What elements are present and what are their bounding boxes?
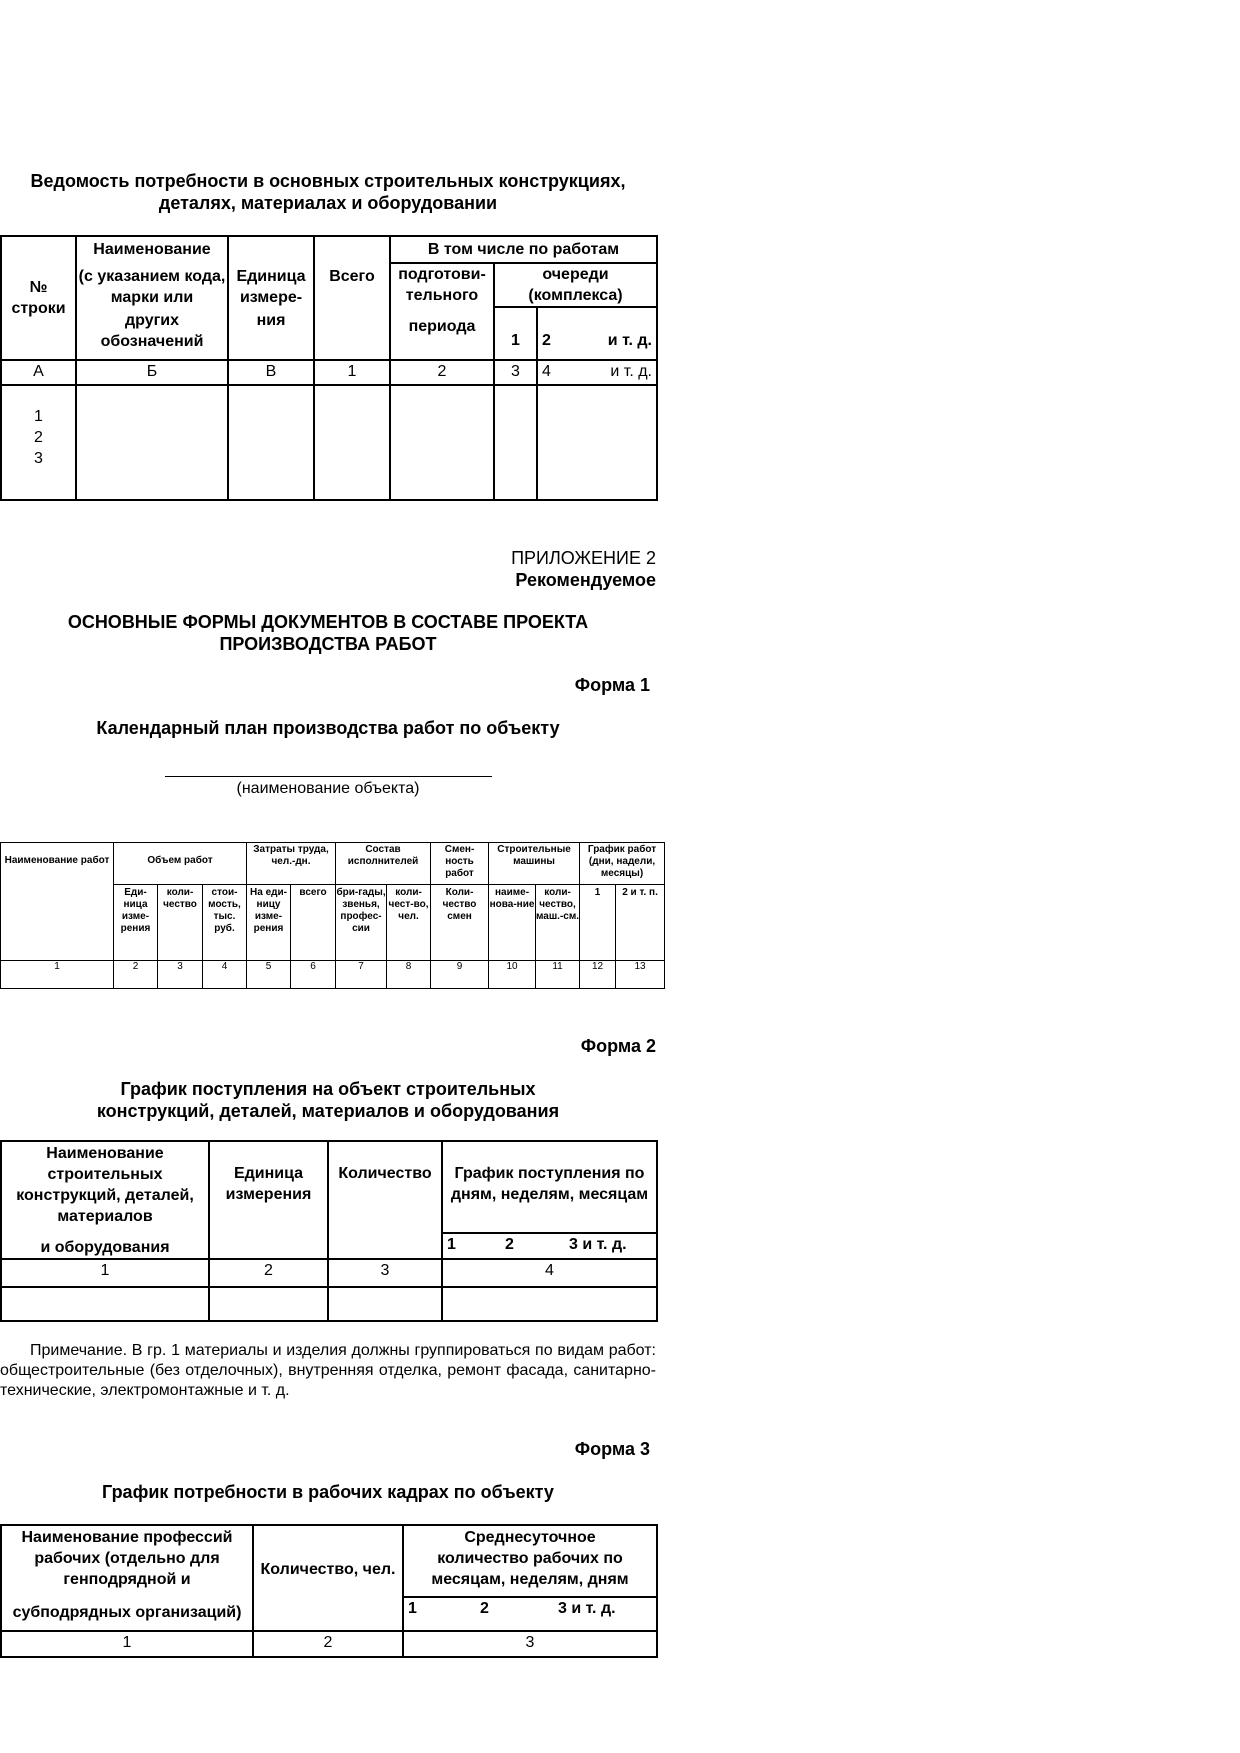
f2-num: 2 [209, 1259, 328, 1287]
header-preparatory-line2: периода [408, 318, 476, 335]
form2-label: Форма 2 [580, 1036, 656, 1056]
appendix-title-line2: ПРОИЗВОДСТВА РАБОТ [219, 634, 437, 654]
f1-num: 5 [247, 961, 291, 989]
f3-header-s3: 3 и т. д. [558, 1600, 616, 1617]
appendix-title [0, 611, 656, 655]
f1-header-machine-name: наиме-нова-ние [489, 885, 536, 961]
form1-table [0, 842, 665, 989]
appendix-status: Рекомендуемое [515, 570, 656, 590]
f3-header-name-line1: Наименование профессий рабочих (отдельно для генподрядной и [21, 1529, 233, 1588]
f1-num: 7 [336, 961, 387, 989]
header-name-line1: Наименование [93, 241, 211, 258]
header-unit-line1: Единица измере- [236, 268, 306, 306]
form2-note: Примечание. В гр. 1 материалы и изделия должны группироваться по видам работ: общестроительные (без отделочных), внутренняя отделка, ремонт фасада, санитарно-технические, электромонтажные и т. д. [0, 1342, 656, 1399]
form3-title: График потребности в рабочих кадрах по объекту [102, 1482, 554, 1502]
num-b: Б [76, 360, 228, 385]
form2-title-line2: конструкций, деталей, материалов и оборудования [96, 1101, 560, 1121]
form2-table [0, 1140, 658, 1322]
f1-num: 13 [616, 961, 665, 989]
f1-header-crew: Состав исполнителей [336, 843, 431, 885]
f1-num: 8 [387, 961, 431, 989]
f1-header-work-name: Наименование работ [1, 843, 114, 961]
header-unit-line2: ния [256, 312, 286, 329]
vedomost-title-line1: Ведомость потребности в основных строительных конструкциях, [30, 171, 626, 191]
f3-header-s2: 2 [480, 1600, 489, 1617]
f1-header-unit: Еди-ница изме-рения [114, 885, 158, 961]
f2-header-s2: 2 [505, 1235, 514, 1253]
num-a: А [1, 360, 76, 385]
f1-num: 9 [431, 961, 489, 989]
f1-num: 4 [203, 961, 247, 989]
row-number: 1 [34, 408, 43, 425]
f1-header-shift-count: Коли-чество смен [431, 885, 489, 961]
f1-header-machine-qty: коли-чество, маш.-см. [536, 885, 580, 961]
empty-cell [228, 385, 314, 500]
f2-header-s3: 3 и т. д. [569, 1235, 627, 1253]
header-row-number: № строки [1, 236, 76, 360]
header-name-line3: других обозначений [100, 312, 204, 350]
form3-label: Форма 3 [574, 1439, 650, 1459]
header-queue-etc: и т. д. [607, 332, 652, 349]
f3-num: 1 [1, 1631, 253, 1657]
f2-header-unit: Единица измерения [209, 1141, 328, 1259]
f1-num: 3 [158, 961, 203, 989]
appendix-title-line1: ОСНОВНЫЕ ФОРМЫ ДОКУМЕНТОВ В СОСТАВЕ ПРОЕКТА [67, 612, 589, 632]
f2-num: 4 [442, 1259, 657, 1287]
f1-header-cost: стои-мость, тыс. руб. [203, 885, 247, 961]
header-queue: очереди (комплекса) [494, 263, 657, 307]
f3-header-name-line2: субподрядных организаций) [12, 1604, 242, 1621]
f1-header-brigades: бри-гады, звенья, профес-сии [336, 885, 387, 961]
empty-cell [1, 1287, 209, 1321]
num-v: В [228, 360, 314, 385]
empty-cell [442, 1287, 657, 1321]
f1-num: 6 [291, 961, 336, 989]
f3-num: 3 [403, 1631, 657, 1657]
empty-cell [537, 385, 657, 500]
f2-header-name-line1: Наименование строительных конструкций, деталей, материалов [16, 1145, 194, 1225]
empty-cell [76, 385, 228, 500]
header-preparatory [390, 263, 494, 360]
header-unit [228, 236, 314, 360]
object-caption: (наименование объекта) [236, 780, 420, 797]
header-queue-2: 2 [542, 332, 551, 349]
f2-header-name [1, 1141, 209, 1259]
f2-num: 1 [1, 1259, 209, 1287]
f1-header-shifts: Смен-ность работ [431, 843, 489, 885]
f3-header-avg-sub [403, 1597, 657, 1631]
empty-cell [314, 385, 390, 500]
f1-header-sched-etc: 2 и т. п. [616, 885, 665, 961]
f1-num: 1 [1, 961, 114, 989]
num-4: 4 [542, 363, 551, 380]
form2-title [0, 1078, 656, 1122]
f1-header-sched-1: 1 [580, 885, 616, 961]
f1-header-schedule: График работ (дни, надели, месяцы) [580, 843, 665, 885]
num-etc: и т. д. [610, 363, 652, 380]
f1-header-machines: Строительные машины [489, 843, 580, 885]
f3-header-s1: 1 [408, 1600, 417, 1617]
f3-header-avg: Среднесуточное количество рабочих по месяцам, неделям, дням [403, 1525, 657, 1597]
f1-num: 2 [114, 961, 158, 989]
vedomost-title-line2: деталях, материалах и оборудовании [158, 193, 498, 213]
header-including: В том числе по работам [390, 236, 657, 263]
f1-num: 10 [489, 961, 536, 989]
header-name-line2: (с указанием кода, марки или [78, 268, 226, 306]
empty-cell [328, 1287, 442, 1321]
f1-header-people: коли-чест-во, чел. [387, 885, 431, 961]
appendix-label: ПРИЛОЖЕНИЕ 2 [511, 548, 656, 568]
form2-title-line1: График поступления на объект строительных [120, 1079, 536, 1099]
row-numbers [1, 385, 76, 500]
num-1: 1 [314, 360, 390, 385]
num-4-etc [537, 360, 657, 385]
f1-header-volume: Объем работ [114, 843, 247, 885]
vedomost-table [0, 235, 658, 501]
f2-header-s1: 1 [447, 1235, 456, 1253]
row-number: 3 [34, 450, 43, 467]
f2-header-name-line2: и оборудования [40, 1239, 170, 1256]
f1-header-qty: коли-чество [158, 885, 203, 961]
f1-num: 11 [536, 961, 580, 989]
empty-cell [494, 385, 537, 500]
row-number: 2 [34, 429, 43, 446]
f3-header-qty: Количество, чел. [253, 1525, 403, 1631]
f3-num: 2 [253, 1631, 403, 1657]
vedomost-title [0, 170, 656, 214]
f2-header-schedule: График поступления по дням, неделям, месяцам [442, 1141, 657, 1233]
form1-title: Календарный план производства работ по объекту [96, 718, 560, 738]
empty-cell [209, 1287, 328, 1321]
num-2: 2 [390, 360, 494, 385]
num-3: 3 [494, 360, 537, 385]
form3-table [0, 1524, 658, 1658]
header-queue-1: 1 [494, 307, 537, 360]
empty-cell [390, 385, 494, 500]
header-queue-rest [537, 307, 657, 360]
form1-label: Форма 1 [574, 675, 650, 695]
object-name-line [165, 776, 492, 777]
header-name [76, 236, 228, 360]
header-total: Всего [314, 236, 390, 360]
header-preparatory-line1: подготови-тельного [398, 266, 486, 304]
f2-header-schedule-sub [442, 1233, 657, 1259]
f1-header-labor: Затраты труда, чел.-дн. [247, 843, 336, 885]
f2-header-qty: Количество [328, 1141, 442, 1259]
f1-num: 12 [580, 961, 616, 989]
f1-header-all: всего [291, 885, 336, 961]
f3-header-name [1, 1525, 253, 1631]
f2-num: 3 [328, 1259, 442, 1287]
f1-header-per-unit: На еди-ницу изме-рения [247, 885, 291, 961]
